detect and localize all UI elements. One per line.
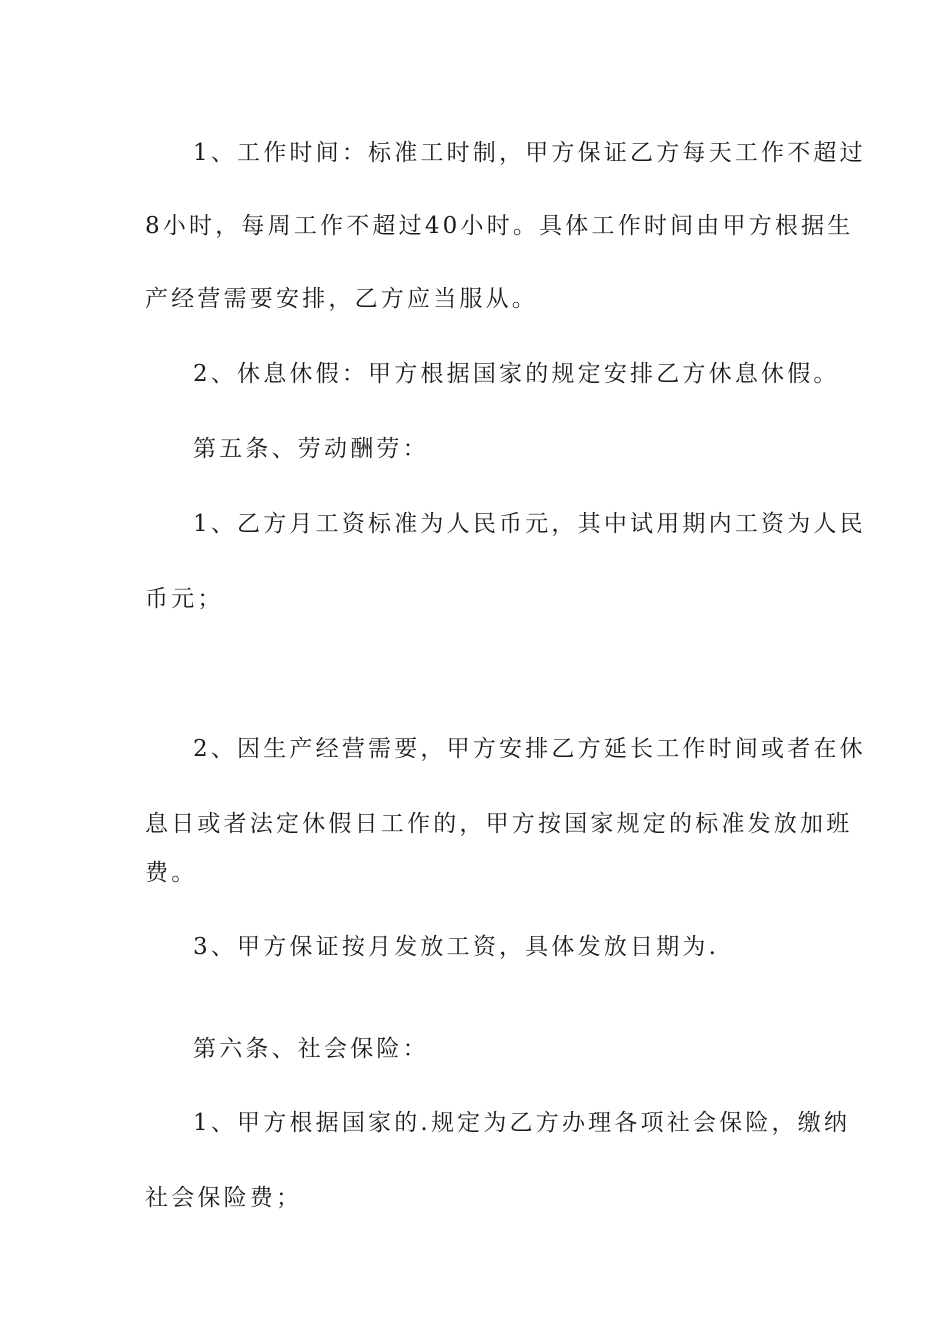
text-line-work-hours: 1、工作时间：标准工时制，甲方保证乙方每天工作不超过 bbox=[193, 140, 866, 166]
text-line-overtime-end: 费。 bbox=[145, 860, 198, 886]
text-line-salary: 1、乙方月工资标准为人民币元，其中试用期内工资为人民 bbox=[193, 511, 866, 537]
text-line-overtime-cont: 息日或者法定休假日工作的，甲方按国家规定的标准发放加班 bbox=[145, 811, 853, 837]
text-line-work-hours-end: 产经营需要安排，乙方应当服从。 bbox=[145, 286, 538, 312]
section-heading-article-5: 第五条、劳动酬劳： bbox=[193, 436, 429, 462]
text-line-pay-date: 3、甲方保证按月发放工资，具体发放日期为. bbox=[193, 934, 720, 960]
text-line-insurance: 1、甲方根据国家的.规定为乙方办理各项社会保险，缴纳 bbox=[193, 1110, 851, 1136]
text-line-insurance-end: 社会保险费； bbox=[145, 1185, 303, 1211]
text-line-overtime: 2、因生产经营需要，甲方安排乙方延长工作时间或者在休 bbox=[193, 736, 866, 762]
text-line-salary-end: 币元； bbox=[145, 586, 224, 612]
text-line-work-hours-cont: 8小时，每周工作不超过40小时。具体工作时间由甲方根据生 bbox=[145, 213, 854, 239]
text-line-rest-leave: 2、休息休假：甲方根据国家的规定安排乙方休息休假。 bbox=[193, 361, 840, 387]
section-heading-article-6: 第六条、社会保险： bbox=[193, 1036, 429, 1062]
